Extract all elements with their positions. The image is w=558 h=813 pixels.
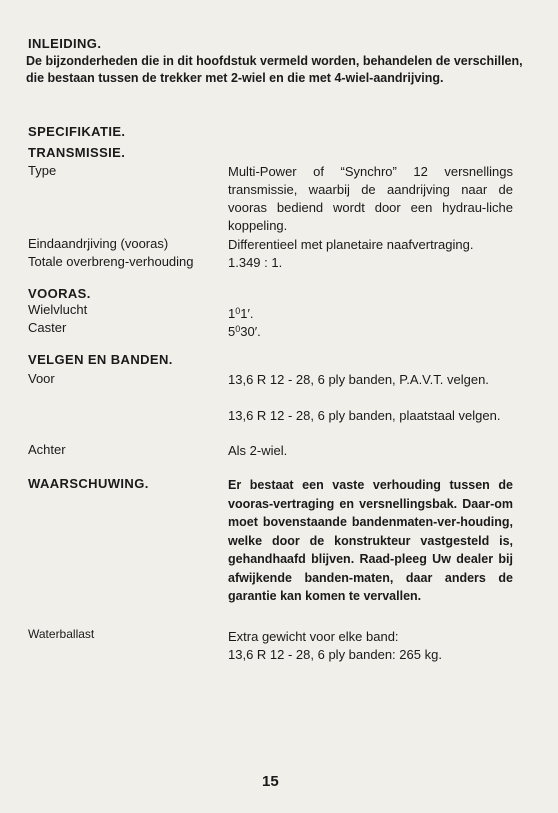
camber-value: $1^01'$. xyxy=(228,306,254,321)
front-wheels-label: Voor xyxy=(28,371,55,386)
type-value: Multi-Power of “Synchro” 12 versnellings transmissie, waarbij de aandrijving naar de vooras bediend wordt door een hydrau-liche koppeling. xyxy=(228,164,513,233)
wheels-heading: VELGEN EN BANDEN. xyxy=(28,352,173,367)
front-axle-heading: VOORAS. xyxy=(28,286,91,301)
spec-heading: SPECIFIKATIE. xyxy=(28,124,126,139)
front-wheels-value-2: 13,6 R 12 - 28, 6 ply banden, plaatstaal velgen. xyxy=(228,408,501,423)
front-wheels-value-1: 13,6 R 12 - 28, 6 ply banden, P.A.V.T. velgen. xyxy=(228,372,489,387)
warning-text: Er bestaat een vaste verhouding tussen de vooras-vertraging en versnellingsbak. Daar-om moet bovenstaande bandenmaten-ver-houding, welke door de konstrukteur vastgesteld is, gehandhaafd blijven. Raad-pleeg Uw dealer bij afwijkende banden-maten, daar anders de garantie kan komen te vervallen. xyxy=(228,478,513,603)
caster-value: $5^030'$. xyxy=(228,324,261,339)
intro-text: De bijzonderheden die in dit hoofdstuk vermeld worden, behandelen de verschillen, die bestaan tussen de trekker met 2-wiel en die met 4-wiel-aandrijving. xyxy=(26,54,523,85)
final-drive-value: Differentieel met planetaire naafvertraging. xyxy=(228,237,474,252)
ballast-value-1: Extra gewicht voor elke band: xyxy=(228,629,399,644)
type-label: Type xyxy=(28,163,57,178)
ballast-label: Waterballast xyxy=(28,627,95,641)
ballast-value-2: 13,6 R 12 - 28, 6 ply banden: 265 kg. xyxy=(228,647,442,662)
transmission-heading: TRANSMISSIE. xyxy=(28,145,126,160)
overall-ratio-label: Totale overbreng-verhouding xyxy=(28,254,194,269)
page-number: 15 xyxy=(262,773,279,790)
camber-label: Wielvlucht xyxy=(28,302,88,317)
caster-label: Caster xyxy=(28,320,67,335)
final-drive-label: Eindaandrjiving (vooras) xyxy=(28,236,169,251)
intro-heading: INLEIDING. xyxy=(28,36,102,51)
overall-ratio-value: 1.349 : 1. xyxy=(228,255,283,270)
warning-heading: WAARSCHUWING. xyxy=(28,476,149,491)
rear-wheels-value: Als 2-wiel. xyxy=(228,443,288,458)
rear-wheels-label: Achter xyxy=(28,442,66,457)
